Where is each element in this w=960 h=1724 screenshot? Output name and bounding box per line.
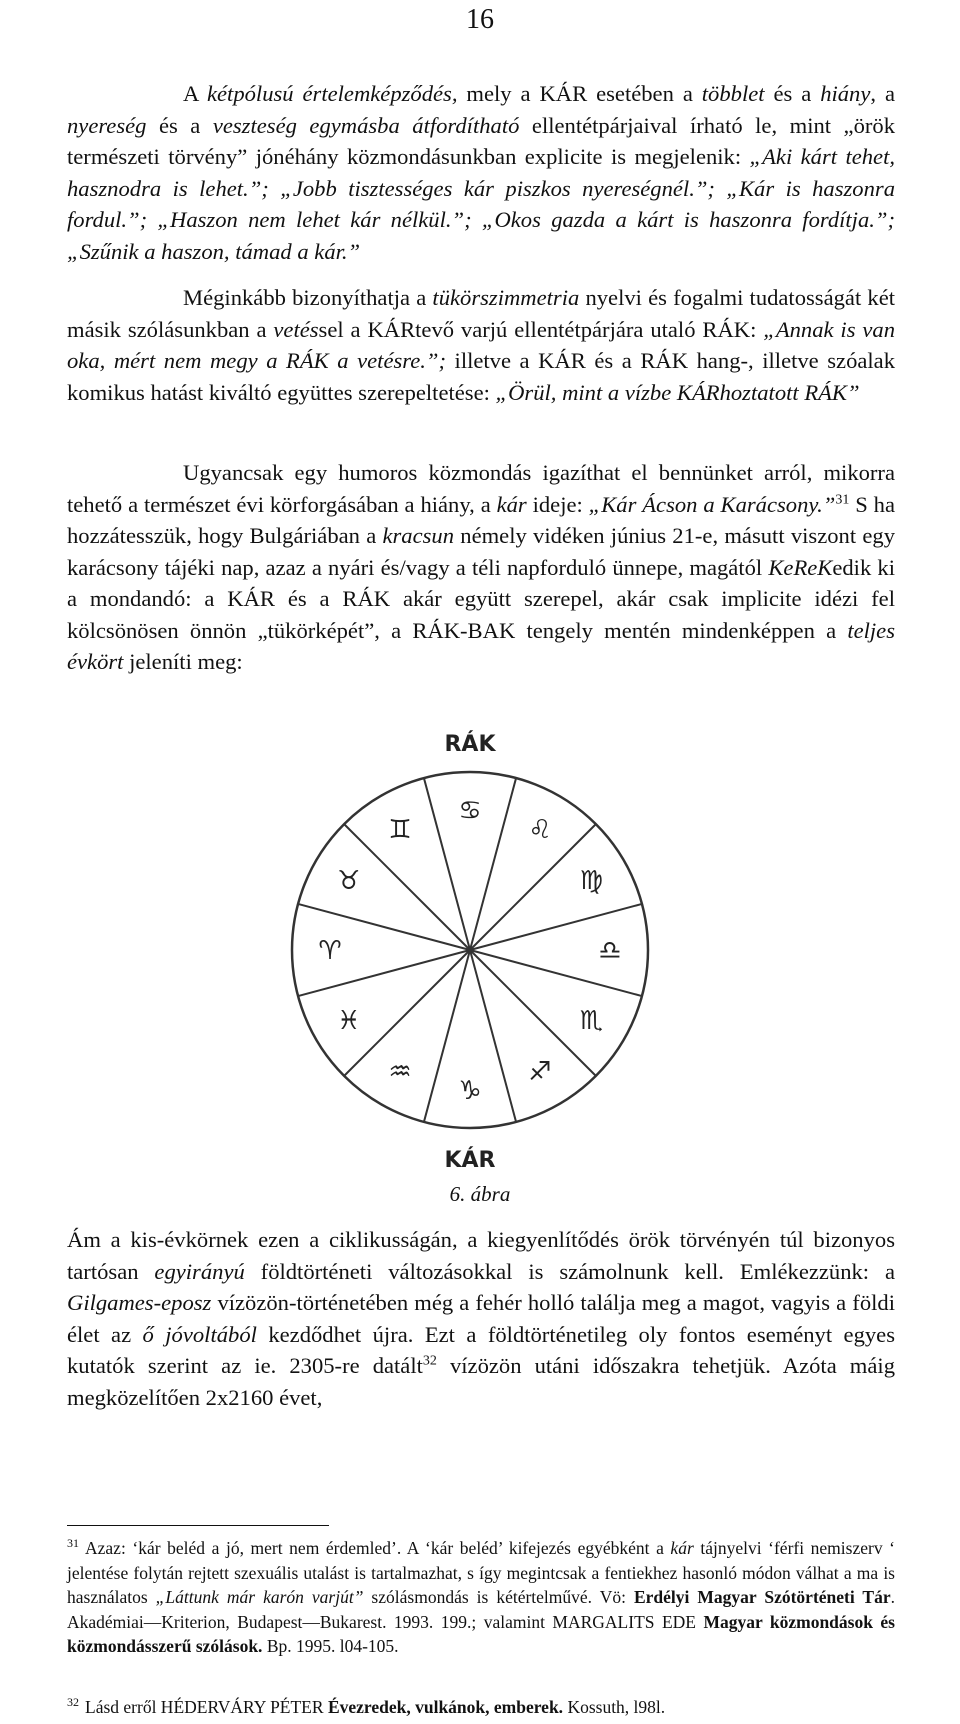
emphasis: „Láttunk már karón varjút” — [155, 1587, 364, 1607]
zodiac-sign-icon: ♍ — [579, 866, 603, 896]
text: vízözön utáni időszakra tehetjük. Azóta máig megközelítően 2x2160 évet, — [67, 1353, 895, 1410]
text: . Akadémiai—Kriterion, Budapest—Bukarest. 1993. 199.; valamint MARGALITS EDE — [67, 1587, 895, 1632]
text: S ha hozzátesszük, hogy Bulgáriában a — [67, 491, 896, 548]
emphasis: többlet — [701, 81, 765, 106]
footnote-number: 32 — [67, 1695, 79, 1710]
text: nyelvi és fogalmi tudatosságát két másik szólásunkban a — [67, 285, 896, 342]
paragraph-3 — [67, 457, 895, 678]
emphasis: kár — [496, 491, 527, 517]
figure-caption: 6. ábra — [449, 1182, 511, 1206]
emphasis: jóvoltából — [165, 1321, 257, 1347]
text — [297, 113, 310, 138]
wheel-bottom-label: KÁR — [444, 1148, 496, 1173]
emphasis: hiány — [820, 81, 871, 106]
text: tájnyelvi ‘férfi nemiszerv ‘ jelentése folytán rejtett szexuális utalást is tartalmazhat, s így megintcsak a fentiekhez hasonló módon válhat a ma is használatos — [67, 1538, 895, 1607]
zodiac-sign-icon: ♉ — [337, 866, 361, 896]
text: ellentétpárjaival írható le, mint „örök természeti törvény” jónéhány közmondásunkban explicite is megjelenik: — [67, 112, 895, 169]
emphasis: nyereség — [67, 112, 147, 138]
text: Ugyancsak egy humoros közmondás igazíthat el bennünket arról, mikorra tehető a természet évi körforgásában a hiány, a — [67, 460, 895, 517]
text: sel a KÁRtevő varjú ellentétpárjára utaló RÁK: — [318, 316, 764, 342]
emphasis: kétpólusú értelemképződés, — [207, 81, 458, 106]
text: és a — [764, 81, 821, 106]
footnote-31 — [67, 1536, 895, 1659]
zodiac-sign-icon: ♒ — [388, 1057, 412, 1088]
zodiac-sign-icon: ♑ — [458, 1076, 482, 1106]
text: és a — [146, 112, 213, 138]
footnote-32 — [67, 1695, 895, 1720]
text: edik ki a mondandó: a KÁR és a RÁK akár együtt szerepel, akár csak implicite idézi fel kölcsönösen önnön „tükörképét”, a RÁK-BAK tengely mentén mindenképpen a — [67, 554, 896, 643]
zodiac-sign-icon: ♐ — [528, 1057, 552, 1088]
source-title: Magyar közmondások és közmondásszerű szólások. — [67, 1611, 895, 1656]
zodiac-wheel-figure — [285, 715, 655, 1180]
proverbs: „Aki kárt tehet, hasznodra is lehet.”; „Jobb tisztességes kár piszkos nyereségnél.”; „Kár is haszonra fordul.”; „Haszon nem lehet kár nélkül.”; „Okos gazda a kárt is haszonra fordítja.”; „Szűnik a haszon, támad a kár.” — [67, 144, 895, 264]
zodiac-sign-icon: ♈ — [318, 936, 342, 966]
footnote-divider — [67, 1525, 329, 1526]
zodiac-sign-icon: ♓ — [337, 1006, 361, 1036]
text: kezdődhet újra. Ezt a földtörténetileg oly fontos eseményt egyes kutatók szerint az ie. 2305-re datált — [67, 1321, 895, 1378]
text: illetve a KÁR és a RÁK hang-, illetve szóalak komikus hatást kiváltó együttes szerepeltetése: — [67, 348, 895, 405]
paragraph-4 — [67, 1224, 895, 1413]
zodiac-sign-icon: ♋ — [458, 796, 482, 826]
emphasis: tükörszimmetria — [432, 285, 580, 310]
text: némely vidéken június 21-e, másutt viszont egy karácsony tájéki nap, azaz a nyári és/vagy a téli napforduló ünnepe, magától — [67, 523, 895, 580]
text: Azaz: ‘kár beléd a jó, mert nem érdemled’. A ‘kár beléd’ kifejezés egyébként a — [85, 1538, 671, 1558]
zodiac-sign-icon: ♎ — [598, 936, 622, 966]
emphasis: egyirányú — [154, 1258, 245, 1284]
text: , a — [870, 81, 895, 106]
zodiac-wheel — [285, 715, 655, 1180]
wheel-spokes — [298, 778, 642, 1122]
zodiac-sign-icon: ♊ — [388, 814, 412, 845]
text: szólásmondás is kétértelművé. Vö: — [363, 1587, 634, 1607]
page-number: 16 — [466, 4, 494, 35]
emphasis: kár — [670, 1538, 694, 1558]
text — [154, 1322, 165, 1347]
source-title: Erdélyi Magyar Szótörténeti Tár — [633, 1587, 891, 1607]
text: ideje: — [526, 491, 589, 517]
proverb: „Kár Ácson a Karácsony.” — [588, 491, 836, 517]
text: Lásd erről HÉDERVÁRY PÉTER — [85, 1697, 328, 1717]
emphasis: egymásba átfordítható — [309, 112, 520, 138]
text: Méginkább bizonyíthatja a — [183, 285, 433, 310]
text: Bp. 1995. l04-105. — [262, 1636, 399, 1656]
source-title: Évezredek, vulkánok, emberek. — [327, 1697, 564, 1717]
emphasis: teljes évkört — [67, 617, 895, 674]
text: A — [183, 81, 207, 106]
text: Kossuth, l98l. — [563, 1697, 666, 1717]
emphasis: ő — [142, 1321, 154, 1347]
paragraph-2 — [67, 282, 895, 408]
wheel-top-label: RÁK — [444, 732, 496, 757]
text: földtörténeti változásokkal is számolnunk kell. Emlékezzünk: a — [244, 1258, 895, 1284]
emphasis: kracsun — [382, 523, 455, 548]
footnote-number: 31 — [67, 1536, 79, 1551]
emphasis: veszteség — [212, 112, 297, 138]
emphasis: Gilgames-eposz — [67, 1290, 212, 1315]
text: vízözön-történetében még a fehér holló találja meg a magot, vagyis a földi élet az — [67, 1290, 895, 1347]
text: mely a KÁR esetében a — [457, 81, 702, 106]
zodiac-sign-icon: ♌ — [528, 814, 552, 845]
proverb: „Annak is van oka, mért nem megy a RÁK a vetésre.”; — [67, 316, 895, 373]
emphasis: vetés — [273, 316, 319, 342]
zodiac-sign-icon: ♏ — [579, 1006, 603, 1036]
paragraph-1 — [67, 78, 895, 267]
text: Ám a kis-évkörnek ezen a ciklikusságán, a kiegyenlítődés örök törvényén túl bizonyos tartósan — [67, 1227, 895, 1284]
proverb: „Örül, mint a vízbe KÁRhoztatott RÁK” — [495, 379, 860, 405]
footnote-ref-31[interactable]: 31 — [835, 491, 850, 507]
footnote-ref-32[interactable]: 32 — [422, 1353, 437, 1369]
emphasis: KeReK — [768, 554, 833, 580]
text: jeleníti meg: — [123, 649, 243, 674]
